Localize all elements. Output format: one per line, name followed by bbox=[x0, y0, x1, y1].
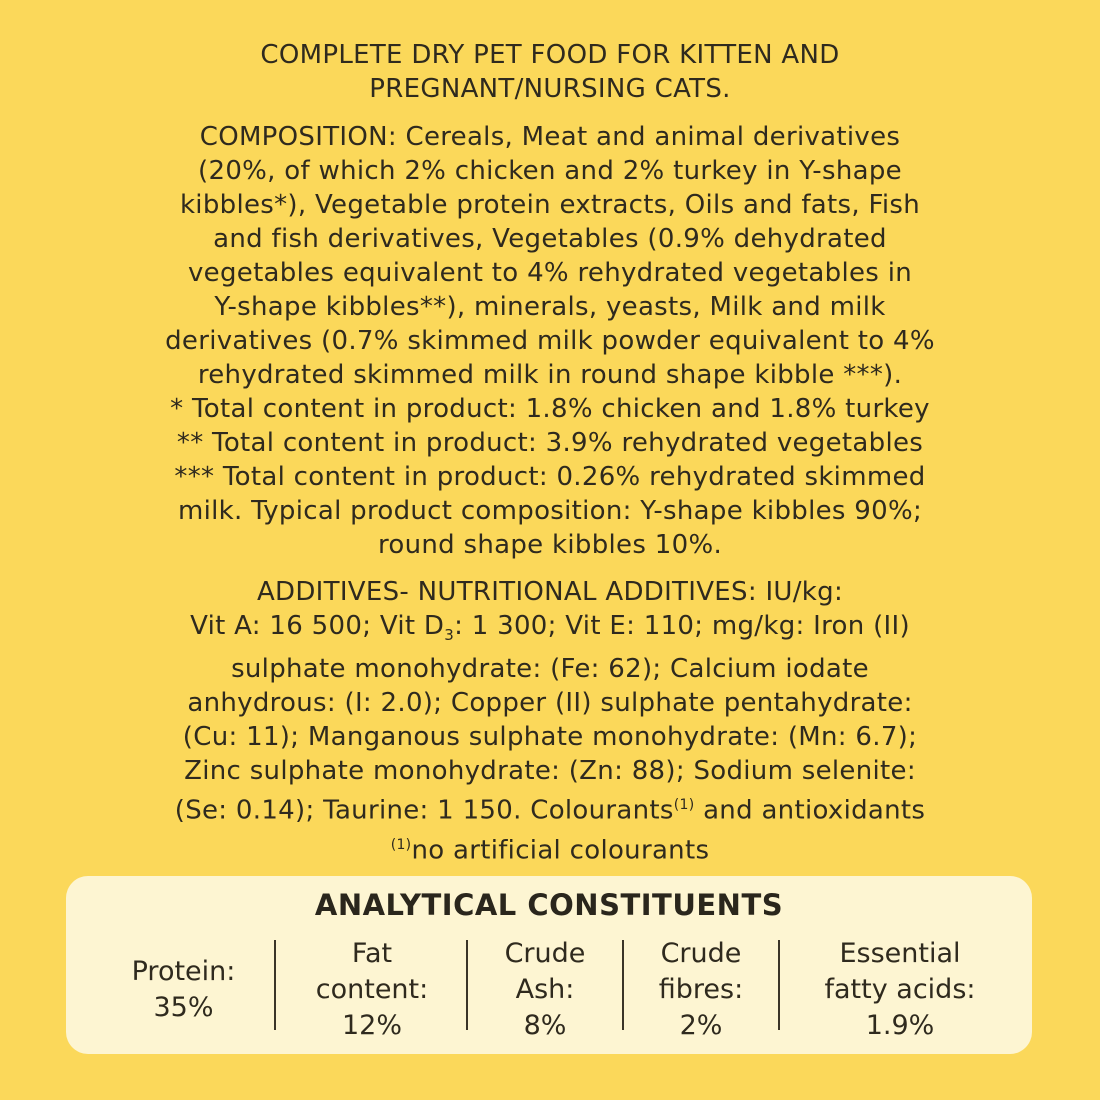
additives-line: Zinc sulphate monohydrate: (Zn: 88); Sodium selenite: bbox=[184, 756, 916, 787]
constituent-label: Crude bbox=[660, 938, 742, 969]
column-divider bbox=[778, 940, 780, 1030]
composition-line: vegetables equivalent to 4% rehydrated vegetables in bbox=[187, 258, 912, 288]
constituent-label: Protein: bbox=[131, 956, 236, 987]
composition-line: rehydrated skimmed milk in round shape kibble ***). bbox=[197, 360, 903, 390]
header-line: COMPLETE DRY PET FOOD FOR KITTEN AND bbox=[260, 40, 840, 70]
composition-line: COMPOSITION: Cereals, Meat and animal derivatives bbox=[199, 122, 901, 152]
column-divider bbox=[466, 940, 468, 1030]
composition-footnote: *** Total content in product: 0.26% rehydrated skimmed bbox=[174, 462, 926, 492]
subscript: 3 bbox=[444, 626, 455, 645]
constituent-fat bbox=[278, 936, 466, 1044]
composition-line: milk. Typical product composition: Y-shape kibbles 90%; bbox=[177, 496, 923, 526]
additives-text: (Se: 0.14); Taurine: 1 150. Colourants bbox=[174, 795, 674, 826]
constituent-protein bbox=[86, 936, 281, 1044]
constituent-value: 2% bbox=[679, 1010, 723, 1041]
composition-section bbox=[60, 120, 1040, 562]
constituent-label: content: bbox=[315, 974, 429, 1005]
column-divider bbox=[622, 940, 624, 1030]
additives-section bbox=[60, 575, 1040, 868]
additives-text: : 1 300; Vit E: 110; mg/kg: Iron (II) bbox=[454, 611, 910, 641]
composition-line: (20%, of which 2% chicken and 2% turkey in Y-shape bbox=[198, 156, 902, 186]
additives-line bbox=[60, 788, 1040, 828]
composition-line: Y-shape kibbles**), minerals, yeasts, Milk and milk bbox=[214, 292, 886, 322]
constituent-label: Crude bbox=[504, 938, 586, 969]
panel-title: ANALYTICAL CONSTITUENTS bbox=[314, 888, 784, 922]
composition-line: derivatives (0.7% skimmed milk powder equivalent to 4% bbox=[165, 326, 935, 356]
additives-line bbox=[60, 609, 1040, 652]
additives-text: no artificial colourants bbox=[411, 835, 710, 866]
constituent-value: 12% bbox=[341, 1010, 402, 1041]
constituents-row bbox=[66, 936, 1032, 1044]
constituent-fibres bbox=[626, 936, 776, 1044]
constituent-value: 35% bbox=[153, 992, 214, 1023]
additives-line: (Cu: 11); Manganous sulphate monohydrate: (Mn: 6.7); bbox=[182, 722, 918, 753]
constituent-label: Fat bbox=[351, 938, 393, 969]
constituent-ash bbox=[470, 936, 620, 1044]
header-line: PREGNANT/NURSING CATS. bbox=[369, 74, 731, 104]
additives-line bbox=[60, 828, 1040, 868]
constituent-label: Ash: bbox=[515, 974, 575, 1005]
constituent-label: Essential bbox=[839, 938, 961, 969]
additives-line: sulphate monohydrate: (Fe: 62); Calcium iodate bbox=[231, 654, 869, 685]
composition-footnote: ** Total content in product: 3.9% rehydrated vegetables bbox=[176, 428, 924, 458]
composition-footnote: * Total content in product: 1.8% chicken and 1.8% turkey bbox=[170, 394, 930, 424]
constituent-label: fibres: bbox=[658, 974, 744, 1005]
analytical-constituents-panel bbox=[66, 876, 1032, 1054]
footnote-marker: (1) bbox=[390, 836, 412, 853]
constituent-value: 1.9% bbox=[865, 1010, 935, 1041]
additives-text: and antioxidants bbox=[694, 795, 926, 826]
composition-line: and fish derivatives, Vegetables (0.9% dehydrated bbox=[213, 224, 887, 254]
composition-line: kibbles*), Vegetable protein extracts, Oils and fats, Fish bbox=[179, 190, 921, 220]
column-divider bbox=[274, 940, 276, 1030]
constituent-value: 8% bbox=[523, 1010, 567, 1041]
product-description bbox=[60, 38, 1040, 106]
constituent-fatty-acids bbox=[782, 936, 1018, 1044]
additives-line: anhydrous: (I: 2.0); Copper (II) sulphate pentahydrate: bbox=[187, 688, 913, 719]
composition-line: round shape kibbles 10%. bbox=[377, 530, 723, 560]
additives-line: ADDITIVES- NUTRITIONAL ADDITIVES: IU/kg: bbox=[256, 577, 844, 607]
constituent-label: fatty acids: bbox=[824, 974, 976, 1005]
additives-text: Vit A: 16 500; Vit D bbox=[190, 611, 445, 641]
footnote-marker: (1) bbox=[673, 797, 695, 814]
